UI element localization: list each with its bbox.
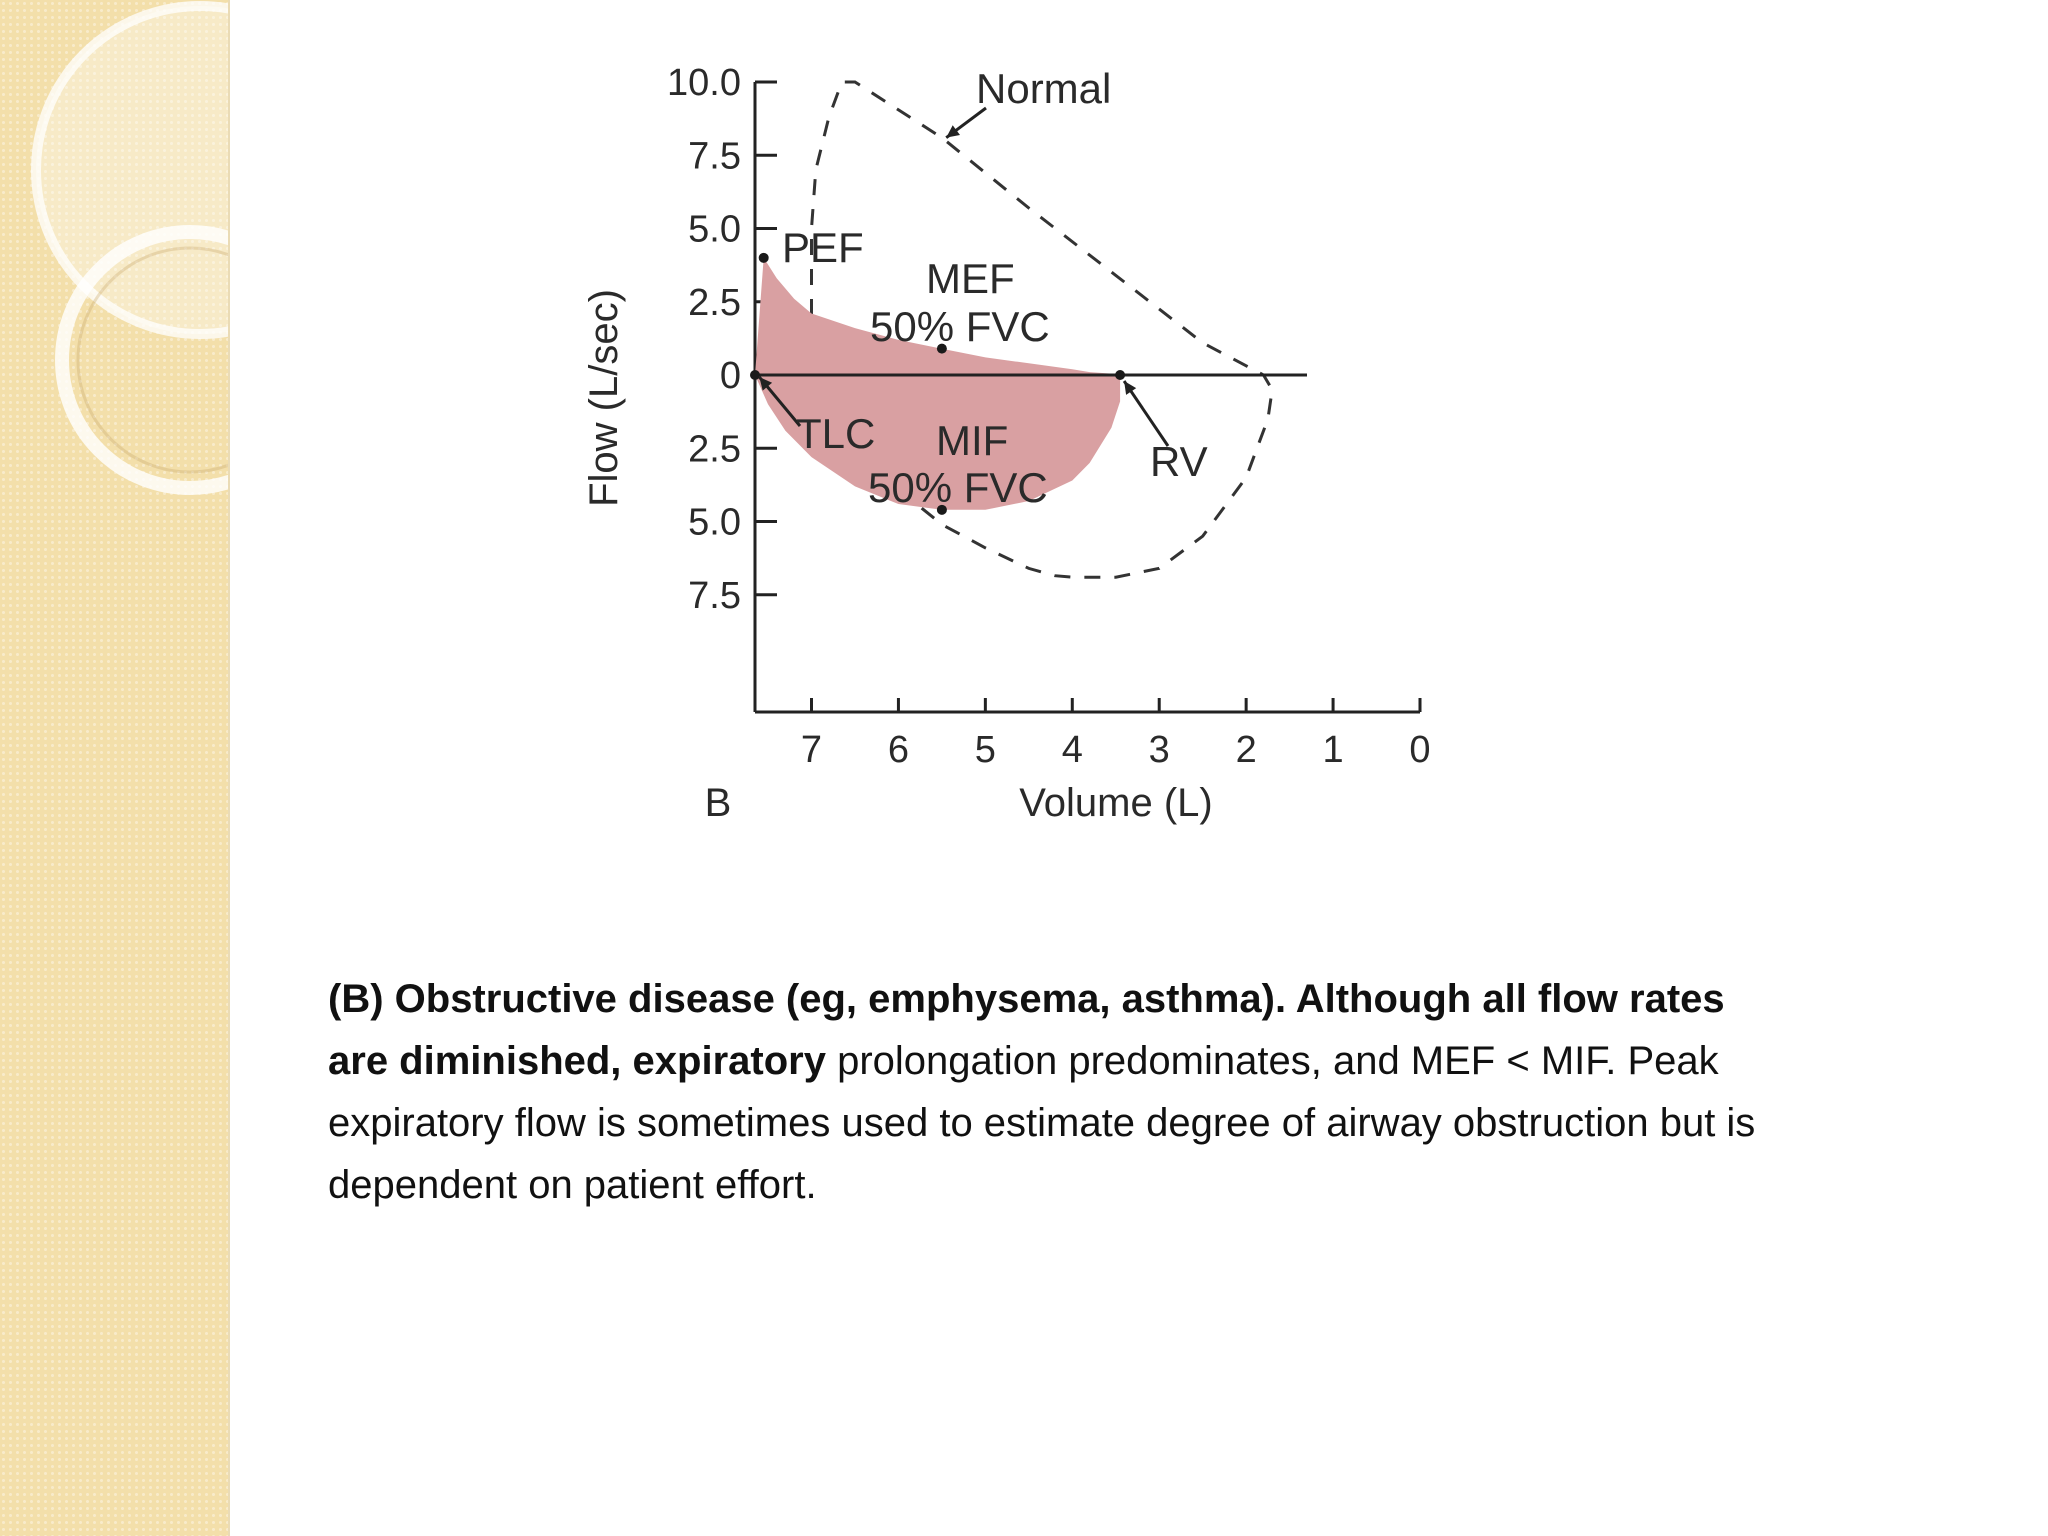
y-tick-label: 2.5 [688,281,741,324]
point-rv [1115,370,1125,380]
caption-regular-text: prolongation predominates, and MEF < MIF. Peak expiratory flow is sometimes used to estimate degree of airway obstruction but is dependent on patient effort. [328,1039,1756,1207]
y-tick-label: 7.5 [688,574,741,617]
x-tick-label: 5 [974,729,996,771]
y-tick-label: 5.0 [688,501,741,544]
y-tick-label: 7.5 [688,135,741,178]
x-tick-label: 3 [1148,729,1170,771]
mif-label-line2: 50% FVC [868,464,1048,511]
x-axis-title: Volume (L) [1019,781,1213,825]
x-tick-label: 2 [1235,729,1257,771]
caption-bold-text: (B) Obstructive disease (eg, emphysema, asthma). Although all flow rates are diminished, expiratory [328,977,1725,1083]
y-axis-title: Flow (L/sec) [582,289,626,507]
x-tick-label: 7 [800,729,823,771]
rv-label: RV [1150,438,1208,485]
y-tick-label: 2.5 [688,428,741,471]
panel-label: B [704,781,732,825]
y-tick-label: 0 [719,355,741,398]
x-tick-label: 4 [1061,729,1083,771]
normal-label: Normal [976,65,1112,112]
mif-label-line1: MIF [936,417,1009,464]
x-tick-label: 1 [1322,729,1344,771]
pef-label: PEF [782,224,864,271]
x-tick-label: 6 [887,729,910,771]
y-tick-label: 5.0 [688,208,741,251]
tlc-label: TLC [796,410,876,457]
slide-caption [328,968,1768,1216]
mef-label-line1: MEF [926,255,1015,302]
mef-label-line2: 50% FVC [870,303,1050,350]
point-tlc [750,370,760,380]
rv-leader-arrowhead [1124,381,1136,395]
y-tick-label: 10.0 [667,62,741,104]
point-pef [759,253,769,263]
x-tick-label: 0 [1409,729,1431,771]
